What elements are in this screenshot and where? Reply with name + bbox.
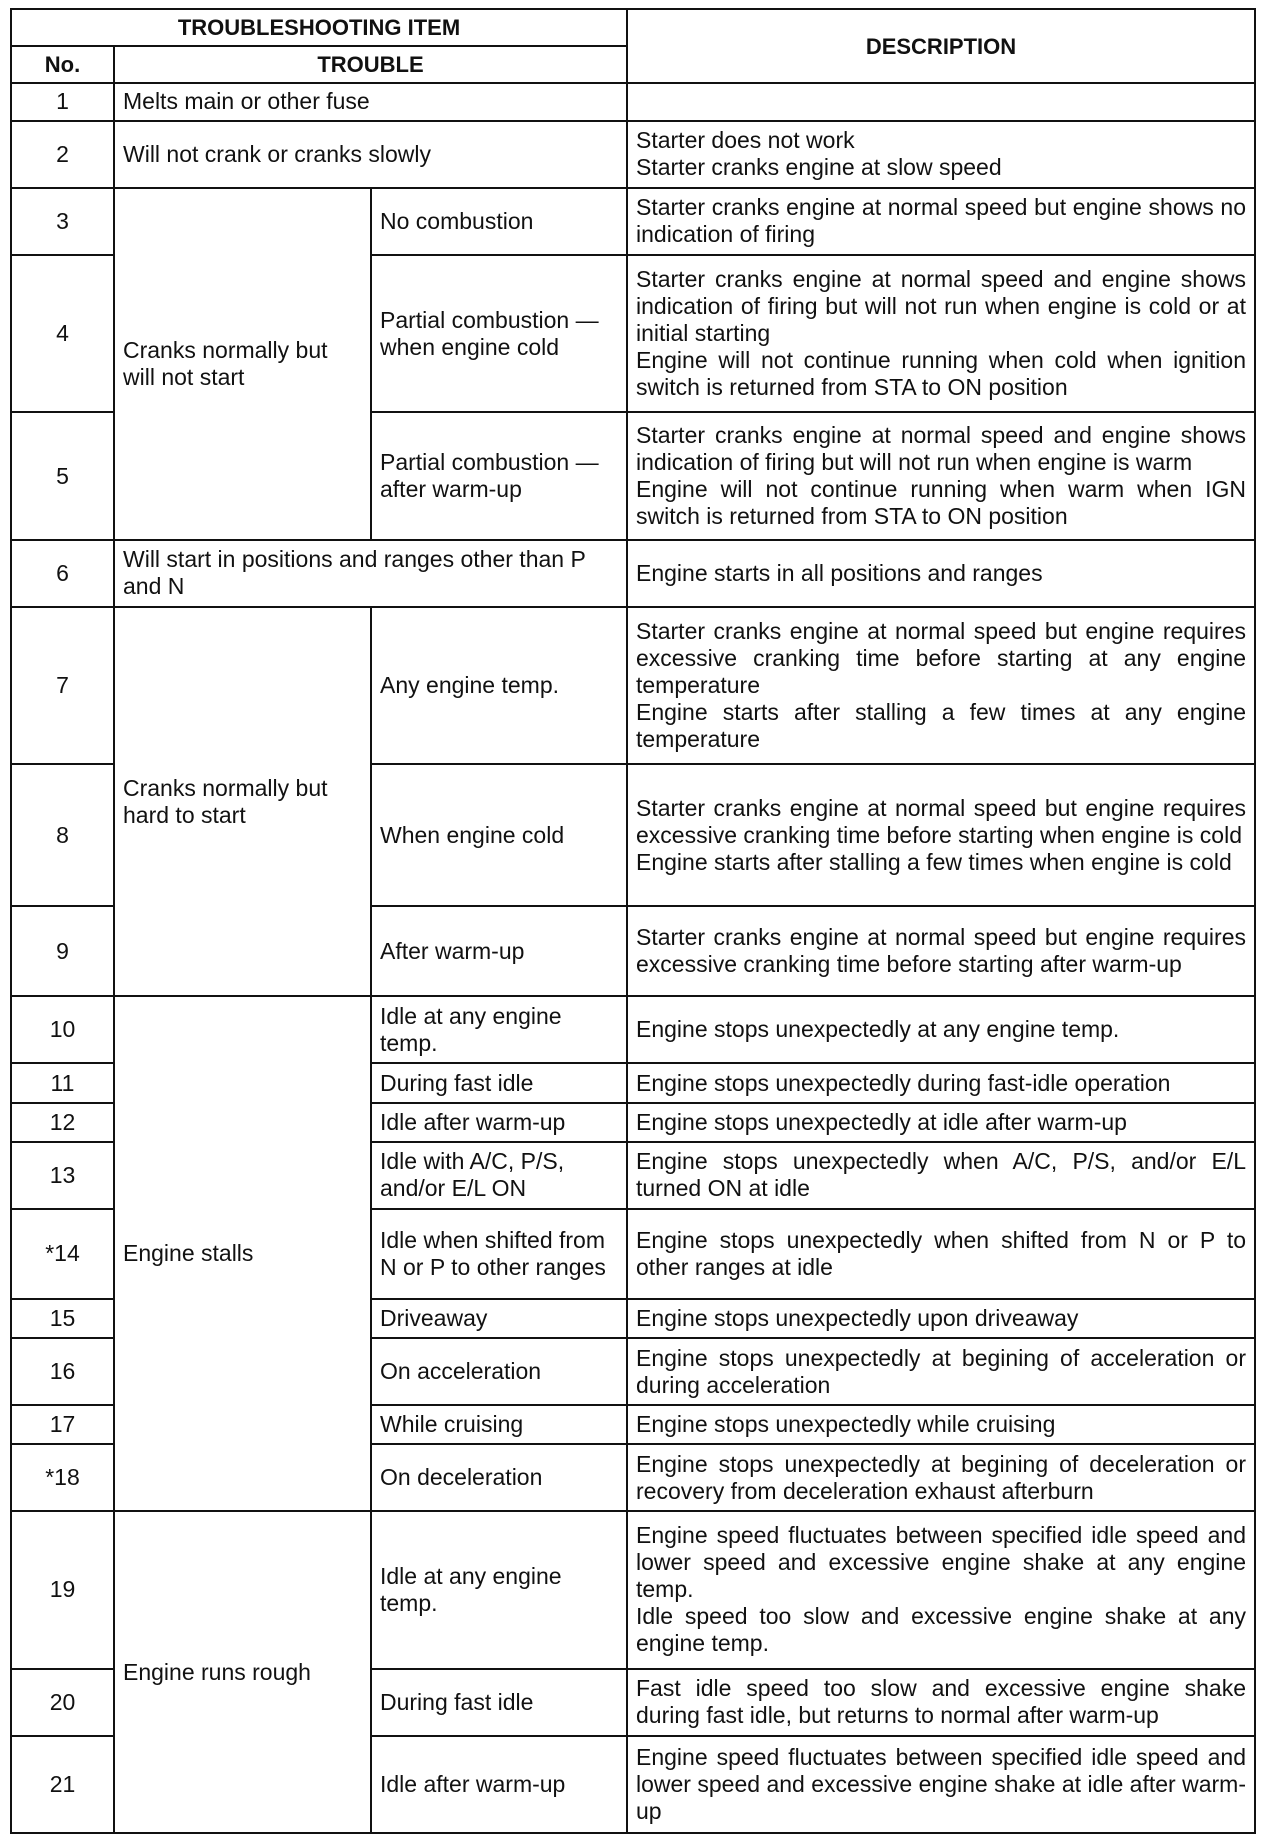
trouble-condition-cell: During fast idle [371,1669,627,1736]
description-line: Engine will not continue running when cold when ignition switch is returned from STA to ON position [636,347,1246,401]
description-line: Engine stops unexpectedly while cruising [636,1411,1056,1438]
trouble-condition-cell: Driveaway [371,1299,627,1338]
description-cell [627,255,1255,412]
header-troubleshooting-item: TROUBLESHOOTING ITEM [11,9,627,46]
table-row [11,121,1255,188]
description-cell [627,1669,1255,1736]
trouble-condition-cell: While cruising [371,1405,627,1444]
trouble-condition-cell: Any engine temp. [371,607,627,764]
description-cell [627,1103,1255,1142]
table-row [11,607,1255,764]
description-cell [627,1511,1255,1668]
description-line: Engine stops unexpectedly at idle after warm-up [636,1108,1127,1135]
trouble-group-cell: Engine stalls [114,996,371,1511]
table-row [11,83,1255,121]
trouble-condition-cell: Idle after warm-up [371,1103,627,1142]
description-cell [627,1444,1255,1511]
description-cell [627,1736,1255,1833]
description-cell [627,996,1255,1063]
description-cell [627,1063,1255,1102]
trouble-group-cell: Cranks normally but hard to start [114,607,371,997]
table-row [11,188,1255,255]
description-cell [627,1209,1255,1299]
description-line: Engine starts in all positions and ranges [636,559,1043,586]
description-cell [627,121,1255,188]
description-line: Starter cranks engine at normal speed but engine requires excessive cranking time before starting after warm-up [636,924,1246,978]
trouble-cell: Will not crank or cranks slowly [114,121,627,188]
trouble-cell: Will start in positions and ranges other than P and N [114,540,627,607]
description-line: Fast idle speed too slow and excessive engine shake during fast idle, but returns to normal after warm-up [636,1675,1246,1729]
description-cell [627,1299,1255,1338]
row-number: 8 [11,764,114,906]
description-line: Starter cranks engine at normal speed but engine shows no indication of firing [636,194,1246,248]
description-cell [627,83,1255,121]
description-line: Engine stops unexpectedly when A/C, P/S, and/or E/L turned ON at idle [636,1148,1246,1202]
description-line: Starter cranks engine at slow speed [636,154,1002,181]
row-number: 1 [11,83,114,121]
trouble-group-cell: Cranks normally but will not start [114,188,371,540]
row-number: 6 [11,540,114,607]
trouble-condition-cell: Idle after warm-up [371,1736,627,1833]
row-number: 13 [11,1142,114,1209]
row-number: 12 [11,1103,114,1142]
trouble-condition-cell: Partial combustion —when engine cold [371,255,627,412]
row-number: 7 [11,607,114,764]
description-line: Starter cranks engine at normal speed but engine requires excessive cranking time before starting at any engine temperature [636,617,1246,698]
description-line: Engine stops unexpectedly when shifted from N or P to other ranges at idle [636,1226,1246,1280]
trouble-condition-cell: On deceleration [371,1444,627,1511]
trouble-condition-cell: Partial combustion —after warm-up [371,412,627,539]
description-cell [627,607,1255,764]
row-number: 20 [11,1669,114,1736]
row-number: 9 [11,906,114,996]
description-line: Idle speed too slow and excessive engine shake at any engine temp. [636,1603,1246,1657]
description-line: Engine stops unexpectedly at begining of deceleration or recovery from deceleration exhaust afterburn [636,1450,1246,1504]
trouble-condition-cell: No combustion [371,188,627,255]
row-number: 2 [11,121,114,188]
row-number: 5 [11,412,114,539]
row-number: 11 [11,1063,114,1102]
header-no: No. [11,46,114,83]
row-number: 10 [11,996,114,1063]
description-line: Starter cranks engine at normal speed and engine shows indication of firing but will not run when engine is cold or at initial starting [636,266,1246,347]
troubleshooting-table [10,8,1256,1834]
description-line: Starter cranks engine at normal speed but engine requires excessive cranking time before starting when engine is cold [636,794,1246,848]
row-number: *18 [11,1444,114,1511]
row-number: *14 [11,1209,114,1299]
description-line: Engine stops unexpectedly at any engine temp. [636,1016,1120,1043]
header-trouble: TROUBLE [114,46,627,83]
row-number: 3 [11,188,114,255]
description-cell [627,906,1255,996]
trouble-condition-cell: During fast idle [371,1063,627,1102]
description-cell [627,540,1255,607]
description-line: Engine speed fluctuates between specified idle speed and lower speed and excessive engine shake at any engine temp. [636,1522,1246,1603]
trouble-cell: Melts main or other fuse [114,83,627,121]
row-number: 16 [11,1338,114,1405]
trouble-condition-cell: After warm-up [371,906,627,996]
table-row [11,540,1255,607]
description-cell [627,412,1255,539]
table-row [11,1511,1255,1668]
row-number: 15 [11,1299,114,1338]
description-line: Engine speed fluctuates between specified idle speed and lower speed and excessive engine shake at idle after warm-up [636,1743,1246,1824]
table-row [11,996,1255,1063]
row-number: 19 [11,1511,114,1668]
description-line: Engine starts after stalling a few times when engine is cold [636,848,1232,875]
trouble-condition-cell: Idle with A/C, P/S, and/or E/L ON [371,1142,627,1209]
trouble-condition-cell: Idle when shifted from N or P to other ranges [371,1209,627,1299]
trouble-group-cell: Engine runs rough [114,1511,371,1833]
description-line: Engine stops unexpectedly at begining of acceleration or during acceleration [636,1344,1246,1398]
trouble-condition-cell: Idle at any engine temp. [371,1511,627,1668]
description-cell [627,1338,1255,1405]
description-cell [627,1405,1255,1444]
row-number: 21 [11,1736,114,1833]
trouble-condition-cell: When engine cold [371,764,627,906]
trouble-condition-cell: Idle at any engine temp. [371,996,627,1063]
table-body [11,83,1255,1833]
description-cell [627,764,1255,906]
row-number: 4 [11,255,114,412]
description-cell [627,188,1255,255]
row-number: 17 [11,1405,114,1444]
trouble-condition-cell: On acceleration [371,1338,627,1405]
description-cell [627,1142,1255,1209]
description-line: Engine stops unexpectedly upon driveaway [636,1305,1079,1332]
description-line: Engine stops unexpectedly during fast-idle operation [636,1069,1171,1096]
description-line: Starter cranks engine at normal speed and engine shows indication of firing but will not run when engine is warm [636,422,1246,476]
description-line: Engine will not continue running when warm when IGN switch is returned from STA to ON position [636,476,1246,530]
header-description: DESCRIPTION [627,9,1255,83]
description-line: Starter does not work [636,127,855,154]
description-line: Engine starts after stalling a few times at any engine temperature [636,698,1246,752]
